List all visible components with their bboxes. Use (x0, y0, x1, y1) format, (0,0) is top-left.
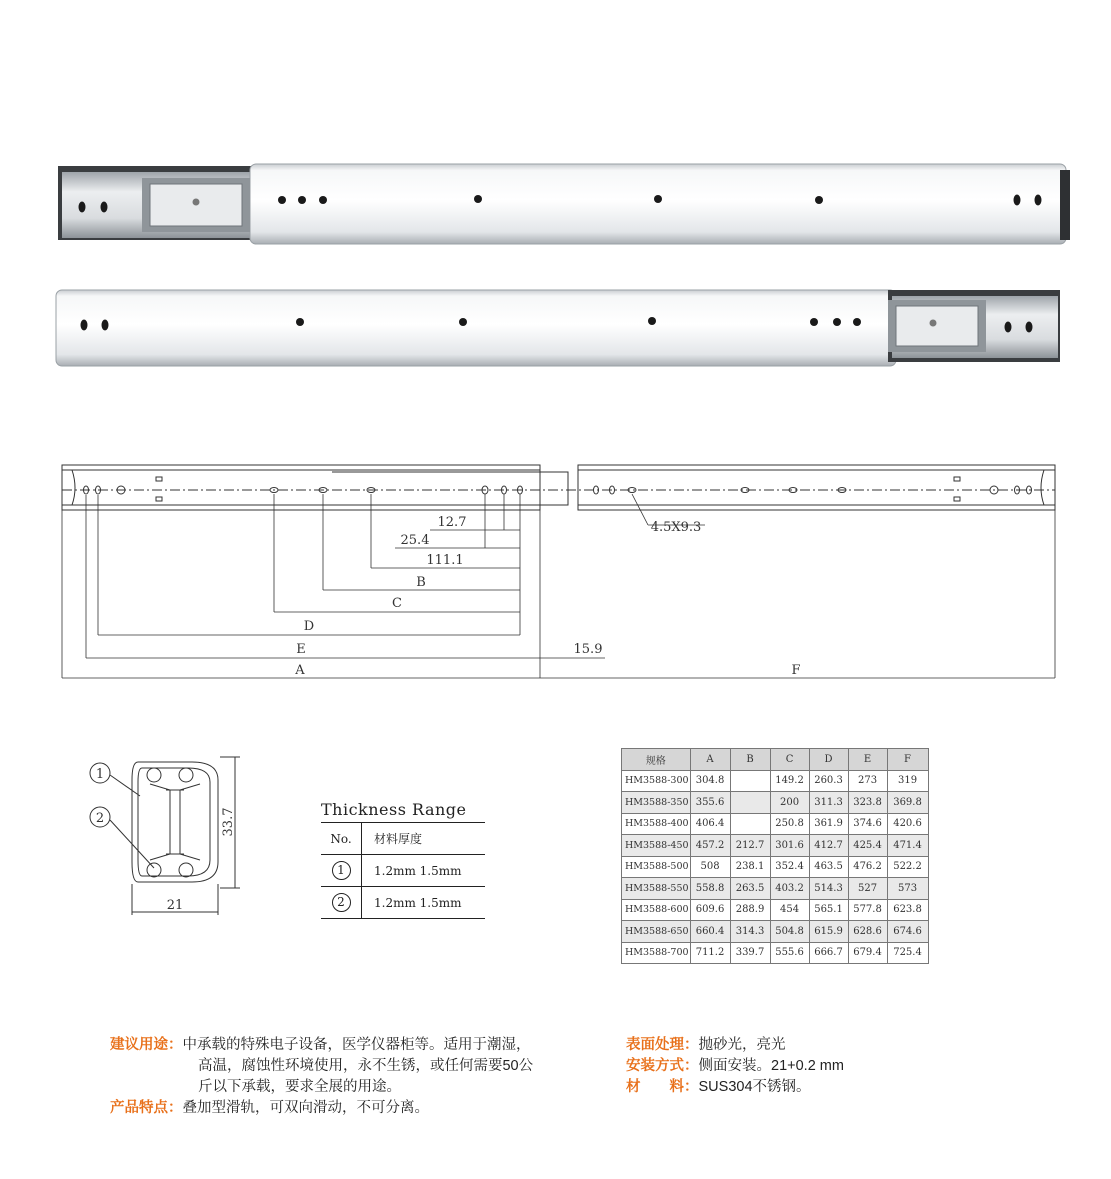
spec-header: 规格 (622, 749, 691, 771)
spec-value-cell: 301.6 (770, 835, 809, 857)
spec-model-cell: HM3588-350 (622, 792, 691, 814)
spec-header: D (809, 749, 848, 771)
spec-value-cell: 615.9 (809, 921, 848, 943)
spec-value-cell: 573 (887, 878, 928, 900)
spec-value-cell: 609.6 (690, 899, 730, 921)
spec-header: B (730, 749, 770, 771)
spec-model-cell: HM3588-400 (622, 813, 691, 835)
spec-value-cell: 319 (887, 770, 928, 792)
usage-line-2: 高温，腐蚀性环境使用，永不生锈，或任何需要50公 (198, 1058, 534, 1074)
spec-value-cell: 374.6 (848, 813, 887, 835)
spec-value-cell: 558.8 (690, 878, 730, 900)
spec-value-cell: 420.6 (887, 813, 928, 835)
dim-e: E (296, 642, 306, 657)
install-label: 安装方式： (626, 1058, 699, 1074)
spec-model-cell: HM3588-450 (622, 835, 691, 857)
surface-text: 抛砂光，亮光 (698, 1037, 786, 1053)
spec-value-cell: 504.8 (770, 921, 809, 943)
thickness-no: 2 (332, 893, 351, 912)
profile-marker-1: 1 (95, 767, 105, 782)
spec-header: C (770, 749, 809, 771)
spec-model-cell: HM3588-500 (622, 856, 691, 878)
spec-row (622, 921, 929, 943)
dim-111-1: 111.1 (426, 553, 464, 568)
feature-text: 叠加型滑轨，可双向滑动，不可分离。 (182, 1100, 429, 1116)
spec-value-cell: 508 (690, 856, 730, 878)
spec-value-cell: 250.8 (770, 813, 809, 835)
spec-value-cell: 403.2 (770, 878, 809, 900)
thickness-header-no: No. (321, 823, 362, 855)
spec-value-cell: 288.9 (730, 899, 770, 921)
thickness-title: Thickness Range (321, 800, 467, 819)
spec-model-cell: HM3588-550 (622, 878, 691, 900)
spec-value-cell: 273 (848, 770, 887, 792)
usage-line-1: 中承载的特殊电子设备，医学仪器柜等。适用于潮湿， (182, 1037, 531, 1053)
spec-value-cell: 623.8 (887, 899, 928, 921)
profile-height-label: 33.7 (221, 807, 236, 837)
profile-cross-section (80, 750, 250, 920)
usage-line-3: 斤以下承载，要求全展的用途。 (198, 1079, 401, 1095)
spec-value-cell: 565.1 (809, 899, 848, 921)
spec-value-cell: 406.4 (690, 813, 730, 835)
spec-value-cell: 339.7 (730, 942, 770, 964)
spec-value-cell: 200 (770, 792, 809, 814)
spec-value-cell: 711.2 (690, 942, 730, 964)
spec-model-cell: HM3588-700 (622, 942, 691, 964)
spec-value-cell: 454 (770, 899, 809, 921)
spec-value-cell: 355.6 (690, 792, 730, 814)
spec-header: F (887, 749, 928, 771)
spec-value-cell: 463.5 (809, 856, 848, 878)
spec-value-cell: 361.9 (809, 813, 848, 835)
dim-d: D (303, 619, 315, 634)
spec-value-cell: 369.8 (887, 792, 928, 814)
spec-value-cell: 311.3 (809, 792, 848, 814)
product-photos (0, 0, 1111, 380)
thickness-row (321, 887, 485, 919)
spec-value-cell: 304.8 (690, 770, 730, 792)
material-text: SUS304不锈钢。 (698, 1079, 811, 1095)
install-text: 侧面安装。21+0.2 mm (698, 1058, 844, 1074)
spec-value-cell: 149.2 (770, 770, 809, 792)
profile-marker-2: 2 (95, 811, 105, 826)
spec-value-cell: 476.2 (848, 856, 887, 878)
technical-drawing (0, 450, 1111, 690)
dim-a: A (295, 663, 305, 678)
spec-value-cell: 323.8 (848, 792, 887, 814)
thickness-no: 1 (332, 861, 351, 880)
spec-model-cell: HM3588-650 (622, 921, 691, 943)
spec-value-cell: 577.8 (848, 899, 887, 921)
spec-value-cell: 352.4 (770, 856, 809, 878)
spec-value-cell: 514.3 (809, 878, 848, 900)
spec-header-row (622, 749, 929, 771)
spec-header: A (690, 749, 730, 771)
spec-row (622, 770, 929, 792)
material-label: 材 料： (626, 1079, 699, 1095)
spec-row (622, 942, 929, 964)
spec-value-cell: 555.6 (770, 942, 809, 964)
dim-12-7: 12.7 (437, 515, 467, 530)
rail-photo-top (58, 164, 1070, 244)
dim-c: C (392, 596, 402, 611)
dim-15-9: 15.9 (573, 642, 603, 657)
spec-value-cell: 522.2 (887, 856, 928, 878)
surface-note (626, 1035, 844, 1098)
thickness-header-material: 材料厚度 (362, 823, 486, 855)
dim-f: F (791, 663, 801, 678)
spec-value-cell: 457.2 (690, 835, 730, 857)
thickness-value: 1.2mm 1.5mm (362, 887, 486, 919)
feature-label: 产品特点： (110, 1100, 183, 1116)
spec-value-cell (730, 770, 770, 792)
dim-slot: 4.5X9.3 (650, 520, 702, 535)
usage-label: 建议用途： (110, 1037, 183, 1053)
spec-row (622, 878, 929, 900)
spec-row (622, 792, 929, 814)
spec-value-cell: 314.3 (730, 921, 770, 943)
thickness-header-row (321, 823, 485, 855)
spec-value-cell: 238.1 (730, 856, 770, 878)
spec-value-cell: 260.3 (809, 770, 848, 792)
spec-value-cell: 412.7 (809, 835, 848, 857)
spec-value-cell: 674.6 (887, 921, 928, 943)
usage-note (110, 1035, 533, 1119)
spec-value-cell (730, 813, 770, 835)
surface-label: 表面处理： (626, 1037, 699, 1053)
spec-value-cell: 527 (848, 878, 887, 900)
spec-value-cell: 666.7 (809, 942, 848, 964)
spec-row (622, 856, 929, 878)
spec-value-cell: 263.5 (730, 878, 770, 900)
spec-row (622, 813, 929, 835)
spec-value-cell (730, 792, 770, 814)
spec-header: E (848, 749, 887, 771)
spec-model-cell: HM3588-600 (622, 899, 691, 921)
spec-value-cell: 471.4 (887, 835, 928, 857)
dim-25-4: 25.4 (400, 533, 430, 548)
spec-value-cell: 212.7 (730, 835, 770, 857)
dim-b: B (416, 575, 426, 590)
spec-value-cell: 628.6 (848, 921, 887, 943)
spec-row (622, 835, 929, 857)
thickness-value: 1.2mm 1.5mm (362, 855, 486, 887)
spec-value-cell: 679.4 (848, 942, 887, 964)
spec-table (621, 748, 929, 964)
profile-width-label: 21 (166, 898, 184, 913)
spec-value-cell: 425.4 (848, 835, 887, 857)
thickness-table (321, 822, 485, 919)
spec-value-cell: 725.4 (887, 942, 928, 964)
spec-value-cell: 660.4 (690, 921, 730, 943)
rail-photo-bottom (56, 290, 1060, 366)
thickness-row (321, 855, 485, 887)
spec-model-cell: HM3588-300 (622, 770, 691, 792)
spec-row (622, 899, 929, 921)
